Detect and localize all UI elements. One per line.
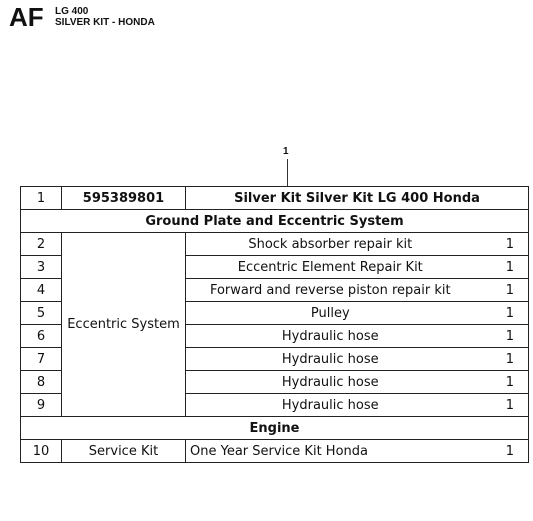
row-number: 9 (21, 394, 62, 417)
item-quantity: 1 (505, 259, 514, 275)
item-cell (186, 348, 529, 371)
item-description: Pulley (310, 305, 350, 321)
kit-title: SILVER KIT - HONDA (55, 17, 155, 28)
item-cell (186, 325, 529, 348)
item-quantity: 1 (505, 305, 514, 321)
item-description: Hydraulic hose (281, 351, 379, 367)
item-quantity: 1 (505, 397, 514, 413)
item-cell (186, 233, 529, 256)
item-cell (186, 302, 529, 325)
row-number: 5 (21, 302, 62, 325)
item-description: Eccentric Element Repair Kit (237, 259, 423, 275)
item-quantity: 1 (505, 443, 514, 459)
section-heading: Engine (21, 417, 529, 440)
item-description: Forward and reverse piston repair kit (209, 282, 451, 298)
item-cell (186, 394, 529, 417)
table-row (21, 440, 529, 463)
group-label: Service Kit (62, 440, 186, 463)
item-quantity: 1 (505, 351, 514, 367)
item-cell (186, 440, 529, 463)
parts-table (20, 186, 529, 463)
item-description: Hydraulic hose (281, 374, 379, 390)
item-quantity: 1 (505, 374, 514, 390)
item-description: Shock absorber repair kit (248, 236, 413, 252)
row-number: 8 (21, 371, 62, 394)
group-label: Eccentric System (62, 233, 186, 417)
table-row (21, 233, 529, 256)
item-cell (186, 279, 529, 302)
item-quantity: 1 (505, 236, 514, 252)
model-name: LG 400 (55, 6, 89, 17)
callout-leader-line (287, 159, 288, 186)
kit-description: Silver Kit Silver Kit LG 400 Honda (186, 187, 529, 210)
row-number: 3 (21, 256, 62, 279)
row-number: 6 (21, 325, 62, 348)
item-quantity: 1 (505, 328, 514, 344)
header-title-block (55, 6, 155, 28)
item-description: Hydraulic hose (281, 397, 379, 413)
section-row (21, 210, 529, 233)
item-cell (186, 371, 529, 394)
callout-number: 1 (283, 146, 289, 157)
section-code: AF (9, 2, 44, 32)
table-row (21, 187, 529, 210)
section-heading: Ground Plate and Eccentric System (21, 210, 529, 233)
item-description: One Year Service Kit Honda (190, 443, 368, 459)
part-number: 595389801 (62, 187, 186, 210)
item-description: Hydraulic hose (281, 328, 379, 344)
item-cell (186, 256, 529, 279)
section-row (21, 417, 529, 440)
row-number: 4 (21, 279, 62, 302)
row-number: 1 (21, 187, 62, 210)
row-number: 2 (21, 233, 62, 256)
item-quantity: 1 (505, 282, 514, 298)
row-number: 10 (21, 440, 62, 463)
row-number: 7 (21, 348, 62, 371)
